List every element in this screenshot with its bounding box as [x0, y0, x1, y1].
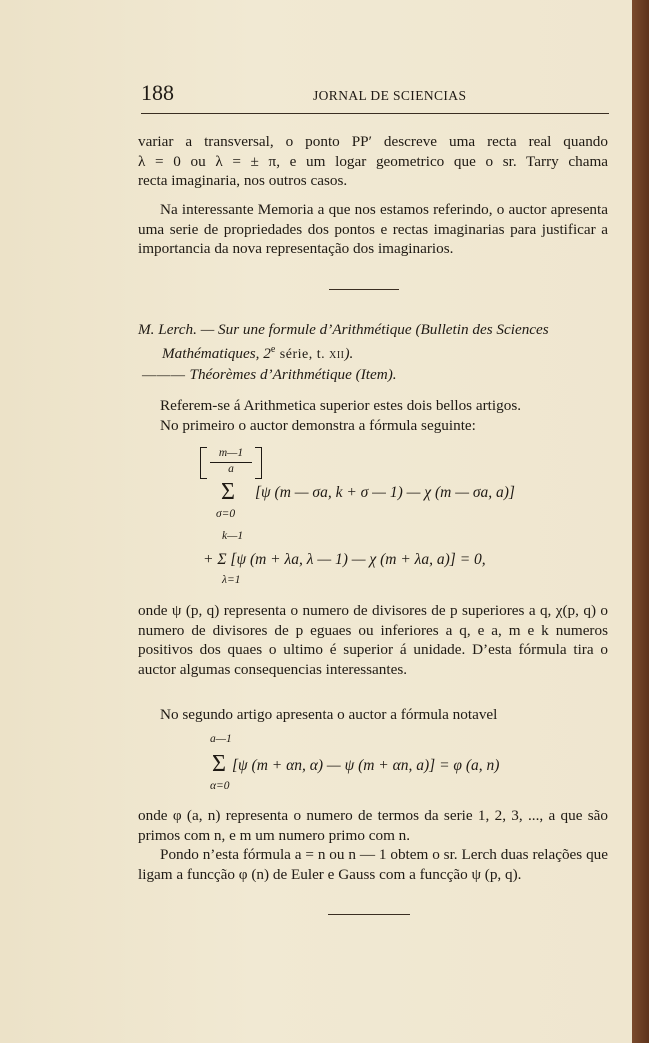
book-spine — [632, 0, 649, 1043]
paragraph-1 — [138, 132, 608, 191]
header-rule — [141, 113, 609, 114]
fraction-denominator: a — [228, 463, 234, 475]
ref-series: série, t. — [275, 347, 330, 363]
paragraph-2 — [138, 200, 608, 259]
paragraph-6 — [138, 705, 608, 725]
sum-lower-limit-1: σ=0 — [216, 508, 236, 520]
p7-text: onde φ (a, n) representa o numero de termos da serie 1, 2, 3, ..., a que são primos com n, e m um numero primo com n. — [138, 807, 608, 844]
paragraph-5 — [138, 601, 608, 679]
end-separator — [328, 914, 410, 915]
p1-line: recta imaginaria, nos outros casos. — [138, 172, 348, 189]
ref-author: M. Lerch. — — [138, 321, 219, 338]
sum2-lower-limit: α=0 — [210, 780, 230, 792]
p6-text: No segundo artigo apresenta o auctor a fórmula notavel — [160, 706, 498, 723]
floor-fraction — [200, 447, 262, 479]
p2-text: Na interessante Memoria a que nos estamos referindo, o auctor apresenta uma serie de propriedades dos pontos e rectas imaginarias para justificar a importancia da nova representação dos imaginarios. — [138, 201, 608, 257]
ref-dash: ——— — [142, 368, 190, 384]
p4-text: No primeiro o auctor demonstra a fórmula seguinte: — [160, 416, 476, 434]
ref2-title: Théorèmes d’Arithmétique (Item). — [189, 366, 397, 384]
formula-2: [ψ (m + αn, α) — ψ (m + αn, a)] = φ (a, n) — [232, 757, 500, 774]
sum-lower-limit-2: λ=1 — [222, 574, 241, 586]
p3-text: Referem-se á Arithmetica superior estes dois bellos artigos. — [160, 397, 522, 414]
sum2-upper-limit: a—1 — [210, 733, 232, 745]
paragraph-3 — [138, 396, 608, 435]
page-header — [141, 78, 609, 118]
reference-lerch-1 — [138, 320, 608, 386]
ref-title: Sur une formule d’Arithmétique — [218, 321, 412, 338]
sum-upper-limit-2: k—1 — [222, 530, 244, 542]
formula-1-line-2: + Σ [ψ (m + λa, λ — 1) — χ (m + λa, a)] = 0, — [203, 551, 486, 568]
page-number: 188 — [141, 80, 174, 105]
summation-symbol: Σ — [221, 479, 235, 505]
ref-end: ). — [344, 345, 354, 363]
p1-line: λ = 0 ou λ = ± π, e um logar geometrico que o sr. Tarry chama — [138, 152, 608, 170]
section-separator — [329, 289, 399, 290]
ref-volume: xii — [329, 347, 345, 363]
ref-superscript: e — [270, 344, 276, 355]
p5-text: onde ψ (p, q) representa o numero de divisores de p superiores a q, χ(p, q) o numero de divisores de p eguaes ou inferiores a q, e a, m e k numeros positivos dos quaes o ultimo é superior á unidade. D’esta fórmula tira o auctor algumas consequencias interessantes. — [138, 602, 608, 678]
ref-source: (Bulletin des Sciences Mathématiques, 2 — [162, 321, 549, 363]
running-title: JORNAL DE SCIENCIAS — [313, 88, 467, 103]
fraction-numerator: m—1 — [218, 447, 244, 459]
paragraph-8 — [138, 845, 608, 884]
formula-1-line-1: [ψ (m — σa, k + σ — 1) — χ (m — σa, a)] — [255, 484, 515, 501]
p8-text: Pondo n’esta fórmula a = n ou n — 1 obtem o sr. Lerch duas relações que ligam a funcção φ (n) de Euler e Gauss com a funcção ψ (p, q). — [138, 846, 608, 883]
p1-line: variar a transversal, o ponto PP′ descreve uma recta real quando — [138, 133, 608, 150]
paragraph-7 — [138, 806, 608, 845]
summation-symbol-2: Σ — [212, 751, 226, 777]
